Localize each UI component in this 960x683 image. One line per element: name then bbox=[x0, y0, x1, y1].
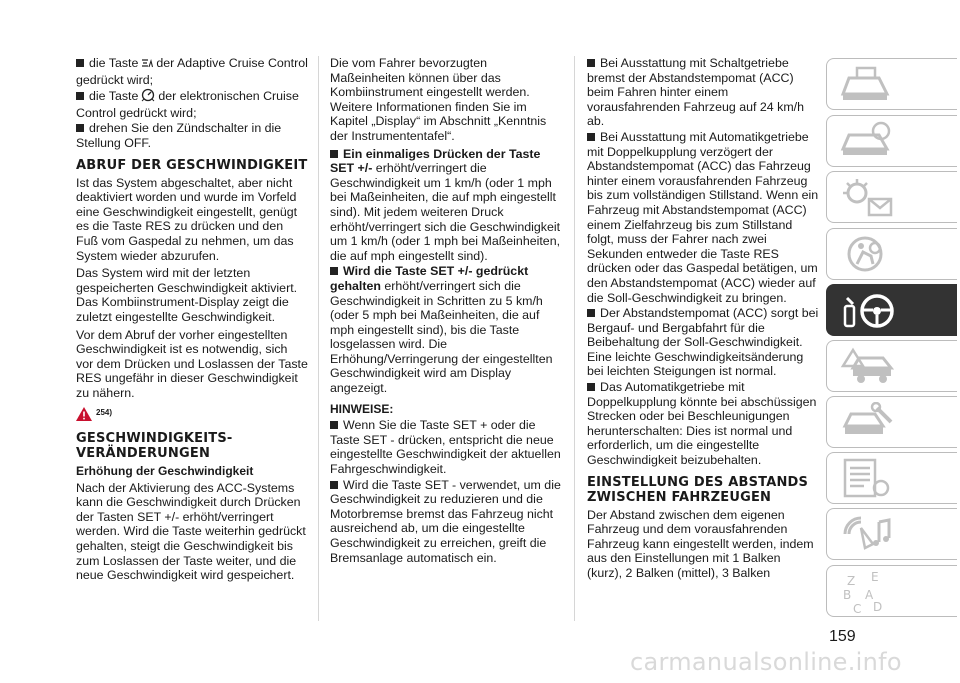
bullet-square-icon bbox=[587, 59, 595, 67]
list-item: drehen Sie den Zündschalter in die Stellung OFF. bbox=[76, 121, 282, 150]
list-item: Bei Ausstattung mit Schaltgetriebe bremst der Abstandstempomat (ACC) beim Fahren hinter einem vorausfahrenden Fahrzeug auf 24 km/h ab. bbox=[587, 56, 804, 129]
paragraph: Der Abstand zwischen dem eigenen Fahrzeug und dem vorausfahrenden Fahrzeug kann eingestellt werden, indem aus den Einstellungen mit 1 Balken (kurz), 2 Balken (mittel), 3 Balken bbox=[587, 507, 814, 580]
note-heading: HINWEISE: bbox=[330, 401, 394, 416]
car-service-icon bbox=[839, 402, 895, 442]
column-divider bbox=[574, 56, 575, 621]
list-item: Wird die Taste SET - verwendet, um die Geschwindigkeit zu reduzieren und die Motorbremse bremst das Fahrzeug nicht ausreichend ab, um die eingestellte Geschwindigkeit zu erreichen, greift die Bremsanlage automatisch ein. bbox=[330, 477, 561, 565]
lights-warning-icon bbox=[839, 177, 895, 217]
section-heading: ABRUF DER GESCHWINDIGKEIT bbox=[76, 157, 308, 173]
column-left bbox=[76, 56, 308, 586]
svg-text:E: E bbox=[871, 571, 879, 584]
section-heading: EINSTELLUNG DES ABSTANDS ZWISCHEN FAHRZEUGEN bbox=[587, 474, 809, 505]
list-item: Der Abstandstempomat (ACC) sorgt bei Bergauf- und Bergabfahrt für die Beibehaltung der Soll-Geschwindigkeit. Eine leichte Geschwindigkeitsänderung bei leichten Steigungen ist normal. bbox=[587, 306, 819, 379]
svg-text:B: B bbox=[843, 588, 852, 602]
subsection-heading: Erhöhung der Geschwindigkeit bbox=[76, 464, 254, 479]
tab-multimedia[interactable] bbox=[826, 508, 957, 560]
index-alphabet-icon bbox=[839, 571, 899, 615]
list-item: die Taste der Adaptive Cruise Control gedrückt wird; bbox=[76, 56, 308, 87]
tab-starting-driving[interactable] bbox=[826, 284, 957, 336]
multimedia-icon bbox=[839, 514, 895, 554]
list-item: Das Automatikgetriebe mit Doppelkupplung könnte bei abschüssigen Strecken oder bei Beschleunigungen herunterschalten: Dies ist normal und erforderlich, um die eingestellte Geschwindigkeit beizubehalten. bbox=[587, 380, 817, 468]
bullet-square-icon bbox=[76, 124, 84, 132]
adaptive-cruise-button-icon bbox=[141, 58, 153, 73]
tab-car-dashboard[interactable] bbox=[826, 58, 957, 110]
bullet-square-icon bbox=[587, 133, 595, 141]
tab-safety[interactable] bbox=[826, 228, 957, 280]
tab-service[interactable] bbox=[826, 396, 957, 448]
list-item: Ein einmaliges Drücken der Taste SET +/- erhöht/verringert die Geschwindigkeit um 1 km/h (oder 1 mph bei Maßeinheiten, die auf mph eingestellt sind). Mit jedem weiteren Druck erhöht/verringert sich die Geschwindigkeit um 1 km/h (oder 1 mph bei Maßeinheiten, die auf mph eingestellt sind). bbox=[330, 146, 561, 263]
car-info-icon bbox=[839, 121, 895, 161]
warning-ref-number: 254) bbox=[96, 408, 113, 418]
warning-triangle-icon bbox=[76, 407, 92, 421]
bullet-square-icon bbox=[330, 481, 338, 489]
airbag-safety-icon bbox=[839, 234, 895, 274]
column-middle bbox=[330, 56, 562, 566]
svg-text:Z: Z bbox=[847, 574, 856, 588]
cruise-control-speedometer-icon bbox=[141, 88, 155, 106]
bullet-square-icon bbox=[330, 267, 338, 275]
paragraph: Ist das System abgeschaltet, aber nicht deaktiviert worden und wurde im Vorfeld eine Geschwindigkeit eingestellt, genügt es die Taste RES zu drücken und den Fuß vom Gaspedal zu nehmen, um das System wieder abzurufen. bbox=[76, 175, 298, 263]
key-steering-wheel-icon bbox=[839, 290, 899, 330]
svg-text:C: C bbox=[853, 602, 862, 615]
car-dashboard-icon bbox=[839, 64, 895, 104]
paragraph: Nach der Aktivierung des ACC-Systems kann die Geschwindigkeit durch Drücken der Tasten SET +/- erhöht/verringert werden. Wird die Taste weiterhin gedrückt gehalten, steigt die Geschwindigkeit bis zum Loslassen der Taste weiter, und die neue Geschwindigkeit wird gespeichert. bbox=[76, 480, 306, 583]
list-item: Wenn Sie die Taste SET + oder die Taste SET - drücken, entspricht die neue eingestellte Geschwindigkeit der aktuellen Fahrgeschwindigkeit. bbox=[330, 418, 561, 477]
footer-watermark: carmanualsonline.info bbox=[630, 648, 902, 676]
list-item: Bei Ausstattung mit Automatikgetriebe mit Doppelkupplung verzögert der Abstandstempomat (ACC) das Fahrzeug hinter einem vorausfahrenden Fahrzeug bis zum vollständigen Stillstand. Wenn ein Fahrzeug mit Abstandstempomat (ACC) einem Zielfahrzeug bis zum Stillstand folgt, muss der Fahrer nach zwei Sekunden entweder die Taste RES drücken oder das Gaspedal betätigen, um den Abstandstempomat (ACC) wieder auf die Soll-Geschwindigkeit zu bringen. bbox=[587, 129, 819, 305]
page-number: 159 bbox=[829, 628, 856, 645]
section-heading: GESCHWINDIGKEITS-VERÄNDERUNGEN bbox=[76, 431, 233, 462]
list-item: Wird die Taste SET +/- gedrückt gehalten erhöht/verringert sich die Geschwindigkeit in Schritten zu 5 km/h (oder 5 mph bei Maßeinheiten, die auf mph eingestellt sind), bis die Taste losgelassen wird. Die Erhöhung/Verringerung der eingestellten Geschwindigkeit wird am Display angezeigt. bbox=[330, 264, 553, 396]
bullet-square-icon bbox=[76, 59, 84, 67]
list-item: die Taste der elektronischen Cruise Control gedrückt wird; bbox=[76, 89, 299, 120]
paragraph: Vor dem Abruf der vorher eingestellten Geschwindigkeit ist es notwendig, sich vor dem Drücken und Loslassen der Taste RES ungefähr in dieser Geschwindigkeit zu nähern. bbox=[76, 327, 308, 400]
technical-data-icon bbox=[839, 458, 895, 498]
paragraph: Das System wird mit der letzten gespeicherten Geschwindigkeit aktiviert. Das Kombiinstrument-Display zeigt die zuletzt eingestellte Geschwindigkeit. bbox=[76, 266, 298, 324]
tab-technical-data[interactable] bbox=[826, 452, 957, 504]
column-right bbox=[587, 56, 819, 584]
tab-emergency[interactable] bbox=[826, 340, 957, 392]
warning-reference bbox=[76, 406, 308, 421]
tab-index[interactable] bbox=[826, 565, 957, 617]
bullet-square-icon bbox=[330, 150, 338, 158]
svg-text:A: A bbox=[865, 588, 874, 602]
bullet-square-icon bbox=[587, 309, 595, 317]
column-divider bbox=[318, 56, 319, 621]
warning-triangle-car-icon bbox=[839, 346, 895, 386]
bullet-square-icon bbox=[587, 383, 595, 391]
svg-text:D: D bbox=[873, 600, 883, 614]
tab-car-info[interactable] bbox=[826, 115, 957, 167]
bullet-square-icon bbox=[330, 421, 338, 429]
tab-lights-warnings[interactable] bbox=[826, 171, 957, 223]
bullet-square-icon bbox=[76, 92, 84, 100]
paragraph: Die vom Fahrer bevorzugten Maßeinheiten können über das Kombiinstrument eingestellt werden. Weitere Informationen finden Sie im Kapitel „Display“ im Abschnitt „Kenntnis der Instrumententafel“. bbox=[330, 56, 547, 143]
